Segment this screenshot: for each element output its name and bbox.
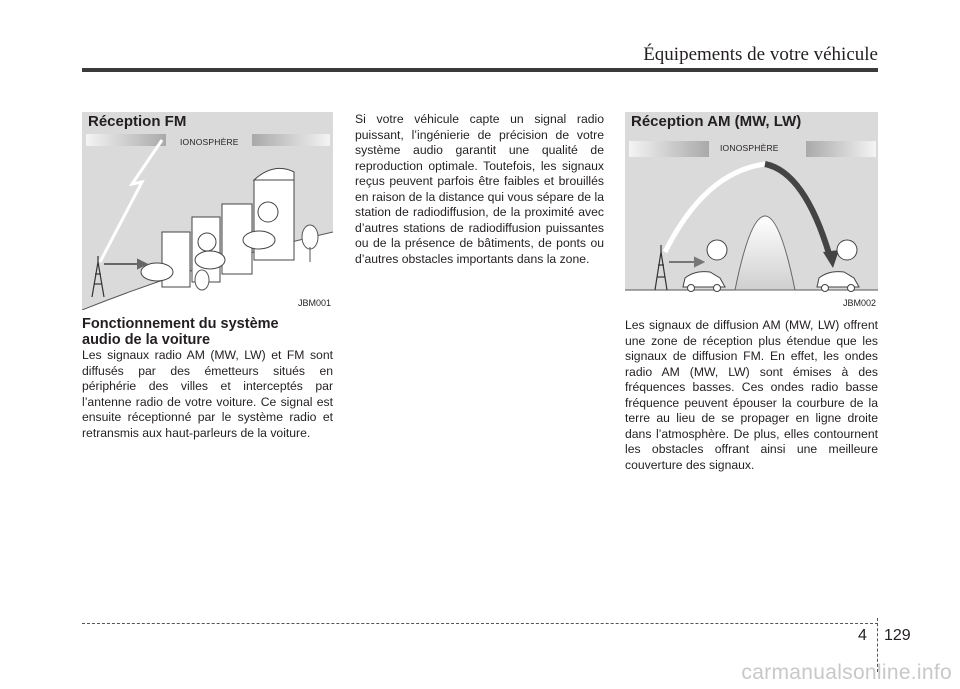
paragraph-signal-quality — [355, 112, 604, 267]
fm-figure-code: JBM001 — [297, 298, 331, 308]
fm-figure-title: Réception FM — [88, 113, 187, 130]
mountain — [735, 216, 795, 290]
ionosphere-band-left — [86, 134, 166, 146]
am-figure-title: Réception AM (MW, LW) — [631, 113, 802, 130]
paragraph-audio-system — [82, 348, 333, 441]
ground — [625, 290, 878, 310]
footer-rule — [82, 623, 878, 624]
paragraph-am-coverage — [625, 318, 878, 473]
section-heading — [82, 316, 333, 348]
header-rule — [82, 68, 878, 72]
fm-reception-figure — [82, 112, 333, 310]
paragraph-2: Si votre véhicule capte un signal radio puissant, l’ingénierie de précision de votre système audio garantit une qualité de reproduction optimale. Toutefois, les signaux reçus peuvent parfois être faibles et brouillés en raison de la distance qui vous sépare de la station de radiodiffusion, de la proximité avec d’autres stations de radiodiffusion puissantes ou de la présence de bâtiments, de ponts ou d’autres obstacles importants dans la zone. — [355, 112, 604, 266]
paragraph-3: Les signaux de diffusion AM (MW, LW) offrent une zone de réception plus étendue que les signaux de diffusion FM. En effet, les ondes radio AM (MW, LW) sont émises à des fréquences basses. Ces ondes radio basse fréquence peuvent épouser la courbure de la terre au lieu de se propager en ligne droite dans l’atmosphère. De plus, elles contournent les obstacles offrant ainsi une meilleure couverture des signaux. — [625, 318, 878, 472]
page-number: 129 — [884, 627, 911, 644]
am-ionosphere-label: IONOSPHÈRE — [720, 143, 779, 153]
ionosphere-band-right — [252, 134, 330, 146]
section-heading-line2: audio de la voiture — [82, 332, 211, 348]
radio-tower — [92, 256, 104, 297]
fm-ionosphere-label: IONOSPHÈRE — [180, 137, 239, 147]
am-reception-illustration — [625, 112, 878, 310]
page-header-title: Équipements de votre véhicule — [643, 44, 878, 65]
am-reception-figure — [625, 112, 878, 310]
signal-bolt — [100, 140, 162, 262]
paragraph-1: Les signaux radio AM (MW, LW) et FM sont diffusés par des émetteurs situés en périphérie des villes et interceptés par l’antenne radio de votre voiture. Ce signal est ensuite réceptionné par le système radio et retransmis aux haut-parleurs de la voiture. — [82, 348, 333, 440]
chapter-number: 4 — [858, 627, 867, 644]
am-figure-code: JBM002 — [842, 298, 876, 308]
watermark: carmanualsonline.info — [741, 661, 952, 684]
ionosphere-band-right — [806, 141, 876, 157]
ionosphere-band-left — [629, 141, 709, 157]
section-heading-line1: Fonctionnement du système — [82, 316, 279, 332]
